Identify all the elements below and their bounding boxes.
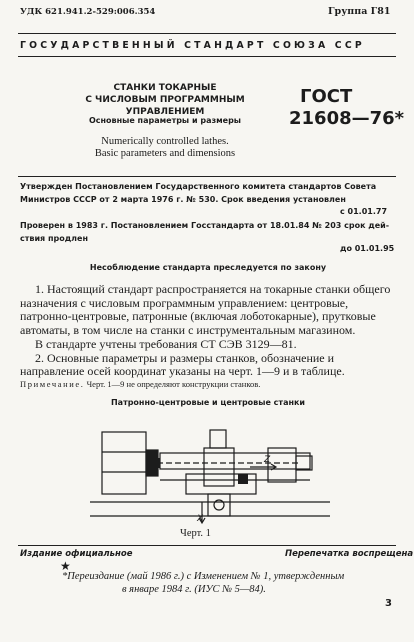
approval-line1: Утвержден Постановлением Государственного комитета стандартов Совета <box>20 182 377 191</box>
official-edition: Издание официальное <box>20 549 133 559</box>
figure-title: Патронно-центровые и центровые станки <box>110 398 306 407</box>
revision-line1: Проверен в 1983 г. Постановлением Госстандарта от 18.01.84 № 203 срок дей- <box>20 221 390 230</box>
tool-turret-top <box>210 430 226 448</box>
paragraph-1-cont: В стандарте учтены требования СТ СЭВ 3129—81. <box>35 336 297 351</box>
approval-rule <box>18 176 396 177</box>
group-code: Группа Г81 <box>328 6 391 17</box>
revision-line2: ствия продлен <box>20 233 88 243</box>
gost-label: ГОСТ <box>300 86 353 107</box>
udk-code: УДК 621.941.2-529:006.354 <box>20 7 156 17</box>
paragraph-2: 2. Основные параметры и размеры станков, обозначение и направление осей координат указаны на черт. 1—9 и в таблице. <box>20 350 345 379</box>
title-english-line1: Numerically controlled lathes. <box>101 136 229 147</box>
reissue-line2: в январе 1984 г. (ИУС № 5—84). <box>122 584 266 595</box>
approval-line2: Министров СССР от 2 марта 1976 г. № 530. Срок введения установлен <box>20 194 346 204</box>
revision-paragraph <box>20 220 390 245</box>
axis-label-x: X <box>197 514 204 524</box>
top-rule <box>18 33 396 34</box>
reissue-line1: *Переиздание (май 1986 г.) с Изменением № 1, утвержденным <box>62 571 345 582</box>
title-russian-line1: СТАНКИ ТОКАРНЫЕ <box>113 83 217 93</box>
page-number: 3 <box>385 598 392 609</box>
axis-label-z: Z <box>264 455 271 465</box>
figure-caption: Черт. 1 <box>180 528 211 539</box>
approval-date-start: с 01.01.77 <box>340 207 388 216</box>
heading-rule <box>18 56 396 57</box>
reissue-note <box>62 570 382 596</box>
footer-rule <box>18 545 396 546</box>
legal-warning: Несоблюдение стандарта преследуется по закону <box>89 263 327 272</box>
paragraph-1: 1. Настоящий стандарт распространяется на токарные станки общего назначения с числовым программным управлением: центровые, патронно-центровые, патронные (включая лоботокарные), прутковые автоматы, в том числе на станки с инструментальным магазином. <box>20 282 391 338</box>
star-icon: ★ <box>60 559 71 573</box>
subtitle-russian: Основные параметры и размеры <box>88 116 242 125</box>
title-russian-line2: С ЧИСЛОВЫМ ПРОГРАММНЫМ УПРАВЛЕНИЕМ <box>85 95 245 117</box>
lathe-drawing <box>90 420 330 534</box>
gost-number: 21608—76* <box>289 108 405 129</box>
title-english-line2: Basic parameters and dimensions <box>94 148 236 159</box>
approval-paragraph <box>20 181 390 206</box>
headstock <box>102 432 146 494</box>
state-standard-heading: ГОСУДАРСТВЕННЫЙ СТАНДАРТ СОЮЗА ССР <box>20 40 365 51</box>
note-text: Черт. 1—9 не определяют конструкции станков. <box>86 379 261 389</box>
title-russian <box>60 82 270 118</box>
reprint-prohibited: Перепечатка воспрещена <box>285 549 414 559</box>
note-label: Примечание. <box>20 379 85 389</box>
body-text <box>20 283 394 379</box>
machine-bed <box>160 453 310 469</box>
note <box>20 379 260 389</box>
revision-date-until: до 01.01.95 <box>340 244 395 253</box>
title-english <box>60 136 270 160</box>
